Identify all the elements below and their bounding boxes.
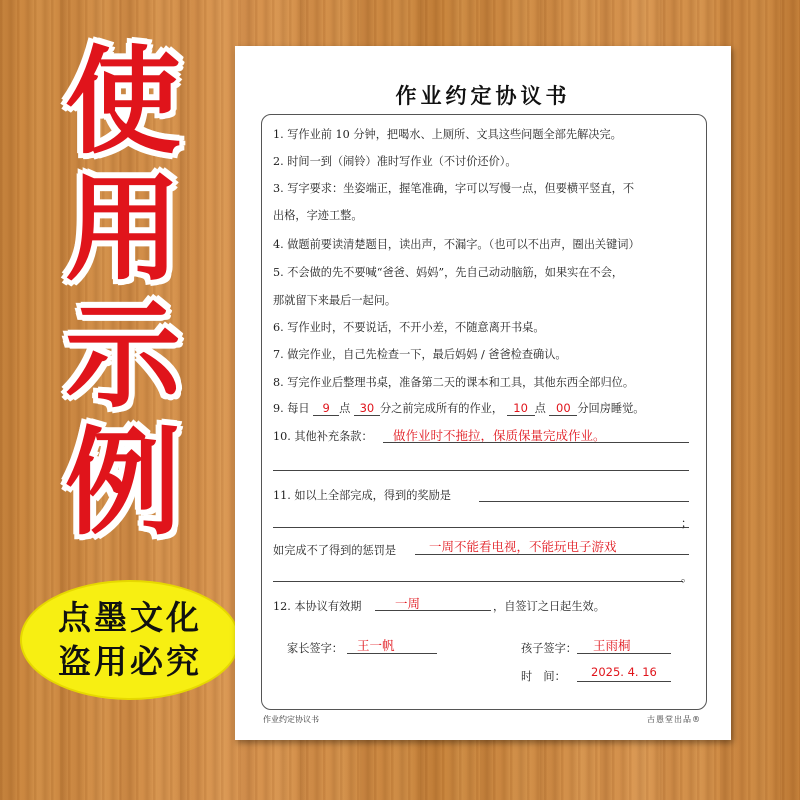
- child-signature-value[interactable]: 王雨桐: [593, 638, 631, 653]
- badge-line-1: 点墨文化: [58, 598, 202, 637]
- item-4: 4. 做题前要读清楚题目，读出声，不漏字。（也可以不出声，圈出关键词）: [273, 238, 640, 251]
- time-label: 时 间：: [521, 670, 566, 683]
- promo-char-3: 示: [65, 289, 181, 424]
- item-11: [273, 487, 451, 503]
- item-11-penalty: [273, 542, 396, 558]
- promo-char-2: 用: [65, 162, 181, 297]
- item-3-line-1: 3. 写字要求：坐姿端正，握笔准确，字可以写慢一点，但要横平竖直，不: [273, 182, 635, 195]
- promo-char-1: 使: [65, 35, 181, 170]
- item-10-underline: [383, 442, 689, 443]
- footer-document-name: 作业约定协议书: [263, 715, 319, 724]
- item-12-suffix: ，自签订之日起生效。: [493, 600, 605, 613]
- item-2: 2. 时间一到（闹铃）准时写作业（不讨价还价）。: [273, 155, 517, 168]
- item-7: 7. 做完作业，自己先检查一下，最后妈妈 / 爸爸检查确认。: [273, 348, 567, 361]
- hour-field-1[interactable]: 9: [313, 401, 339, 416]
- footer-publisher: 古愚堂出品®: [647, 715, 701, 724]
- item-3-line-2: 出格，字迹工整。: [273, 209, 363, 222]
- child-signature-line: [577, 653, 671, 654]
- item-12-label: 12. 本协议有效期: [273, 600, 362, 613]
- item-12-underline: [375, 610, 491, 611]
- item-12-value[interactable]: 一周: [395, 596, 421, 611]
- item-5-line-1: 5. 不会做的先不要喊“爸爸、妈妈”，先自己动动脑筋，如果实在不会，: [273, 266, 624, 279]
- parent-signature-value[interactable]: 王一帆: [357, 638, 395, 653]
- time-line: [577, 681, 671, 682]
- item-11-penalty-value[interactable]: 一周不能看电视，不能玩电子游戏: [429, 539, 617, 554]
- item-12: [273, 598, 361, 614]
- item-10: [273, 428, 373, 444]
- reward-underline-2[interactable]: [273, 527, 689, 528]
- item-10-extra-line: [273, 470, 689, 471]
- parent-signature-label: 家长签字：: [287, 642, 343, 655]
- item-9-dian-2: 点: [534, 402, 546, 415]
- agreement-sheet: [235, 46, 731, 740]
- minute-field-1[interactable]: 30: [354, 401, 380, 416]
- child-signature-label: 孩子签字：: [521, 642, 577, 655]
- badge-line-2: 盗用必究: [58, 642, 202, 681]
- item-9: [273, 400, 644, 416]
- reward-underline-1[interactable]: [479, 501, 689, 502]
- time-value[interactable]: 2025. 4. 16: [591, 665, 657, 679]
- penalty-underline-1: [415, 554, 689, 555]
- item-11-period: 。: [681, 571, 693, 584]
- item-9-suffix: 分回房睡觉。: [577, 402, 645, 415]
- item-8: 8. 写完作业后整理书桌，准备第二天的课本和工具，其他东西全部归位。: [273, 376, 635, 389]
- item-11-semicolon: ；: [681, 517, 693, 530]
- item-10-label: 10. 其他补充条款：: [273, 430, 373, 443]
- item-9-mid: 分之前完成所有的作业，: [379, 402, 504, 415]
- hour-field-2[interactable]: 10: [507, 401, 535, 416]
- parent-signature-line: [347, 653, 437, 654]
- item-1: 1. 写作业前 10 分钟，把喝水、上厕所、文具这些问题全部先解决完。: [273, 128, 622, 141]
- item-5-line-2: 那就留下来最后一起问。: [273, 294, 397, 307]
- item-11-label: 11. 如以上全部完成，得到的奖励是: [273, 489, 451, 502]
- item-10-value[interactable]: 做作业时不拖拉，保质保量完成作业。: [393, 428, 606, 443]
- item-9-dian-1: 点: [339, 402, 351, 415]
- copyright-badge: [22, 582, 238, 698]
- document-title: 作业约定协议书: [395, 83, 571, 108]
- penalty-underline-2: [273, 581, 683, 582]
- item-6: 6. 写作业时，不要说话，不开小差，不随意离开书桌。: [273, 321, 545, 334]
- item-9-prefix: 9. 每日: [273, 402, 310, 415]
- promo-char-4: 例: [65, 416, 181, 551]
- minute-field-2[interactable]: 00: [549, 401, 577, 416]
- item-11-penalty-label: 如完成不了得到的惩罚是: [273, 544, 397, 557]
